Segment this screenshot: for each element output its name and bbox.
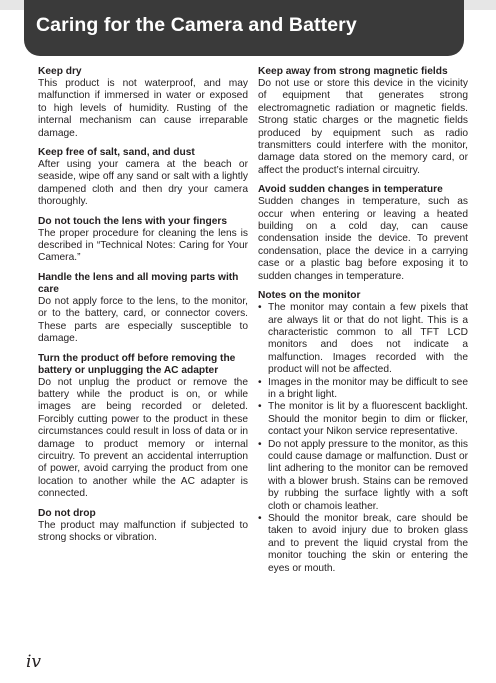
section-text-salt-sand-dust: After using your camera at the beach or seaside, wipe off any sand or salt with a lightly dampened cloth and then dry your camera thoroughly. (38, 159, 248, 208)
list-item (258, 302, 468, 376)
section-heading-magnetic-fields: Keep away from strong magnetic fields (258, 66, 448, 77)
section-text-turn-off: Do not unplug the product or remove the battery while the product is on, or while images are being recorded or deleted. Forcibly cutting power to the product in these circumstances could result in loss of data or in damage to product memory or internal circuitry. To prevent an accidental interruption of power, avoid carrying the product from one location to another while the AC adapter is connected. (38, 376, 248, 500)
section-text-do-not-drop: The product may malfunction if subjected to strong shocks or vibration. (38, 519, 248, 543)
list-item-text: Images in the monitor may be difficult to see in a bright light. (268, 376, 468, 400)
list-item-text: Do not apply pressure to the monitor, as this could cause damage or malfunction. Dust or lint adhering to the monitor can be removed with a blower brush. Stains can be removed by rubbing the surface lightly with a soft cloth or chamois leather. (268, 438, 468, 512)
section-text-moving-parts: Do not apply force to the lens, to the monitor, or to the battery, card, or connector covers. These parts are especially susceptible to damage. (38, 295, 248, 345)
left-column (38, 66, 248, 551)
section-text-magnetic-fields: Do not use or store this device in the vicinity of equipment that generates strong electromagnetic radiation or magnetic fields. Strong static charges or the magnetic fields produced by equipment such as radio transmitters could interfere with the monitor, damage data stored on the memory card, or affect the product’s internal circuitry. (258, 78, 468, 176)
section-heading-moving-parts: Handle the lens and all moving parts with care (38, 271, 239, 295)
bullet-icon: • (258, 376, 262, 388)
list-item (258, 401, 468, 438)
section-heading-salt-sand-dust: Keep free of salt, sand, and dust (38, 147, 195, 159)
section-text-lens-fingers: The proper procedure for cleaning the lens is described in “Technical Notes: Caring for Your Camera.” (38, 227, 248, 264)
list-item-text: The monitor is lit by a fluorescent backlight. Should the monitor begin to dim or flicker, contact your Nikon service representative. (268, 401, 468, 438)
page-title: Caring for the Camera and Battery (36, 14, 357, 36)
section-text-keep-dry: This product is not waterproof, and may malfunction if immersed in water or exposed to high levels of humidity. Rusting of the internal mechanism can cause irreparable damage. (38, 78, 248, 139)
list-item (258, 513, 468, 575)
bullet-icon: • (258, 438, 262, 450)
page-number: iv (26, 652, 42, 672)
section-heading-monitor-notes: Notes on the monitor (258, 290, 361, 302)
right-column (258, 66, 468, 575)
list-item (258, 439, 468, 513)
section-heading-temperature: Avoid sudden changes in temperature (258, 184, 443, 196)
monitor-notes-list (258, 302, 468, 575)
bullet-icon: • (258, 513, 262, 524)
title-bar (24, 0, 464, 56)
section-heading-do-not-drop: Do not drop (38, 507, 96, 519)
list-item (258, 377, 468, 402)
bullet-icon: • (258, 401, 262, 413)
section-heading-lens-fingers: Do not touch the lens with your fingers (38, 215, 228, 227)
section-heading-keep-dry: Keep dry (38, 66, 82, 77)
section-text-temperature: Sudden changes in temperature, such as occur when entering or leaving a heated building on a cold day, can cause condensation inside the device. To prevent condensation, place the device in a carrying case or a plastic bag before exposing it to sudden changes in temperature. (258, 196, 468, 282)
list-item-text: The monitor may contain a few pixels that are always lit or that do not light. This is a characteristic common to all TFT LCD monitors and does not indicate a malfunction. Images recorded with the product will not be affected. (268, 302, 468, 376)
bullet-icon: • (258, 302, 262, 314)
section-heading-turn-off: Turn the product off before removing the battery or unplugging the AC adapter (38, 352, 236, 376)
list-item-text: Should the monitor break, care should be taken to avoid injury due to broken glass and to prevent the liquid crystal from the monitor touching the skin or entering the eyes or mouth. (268, 513, 468, 574)
